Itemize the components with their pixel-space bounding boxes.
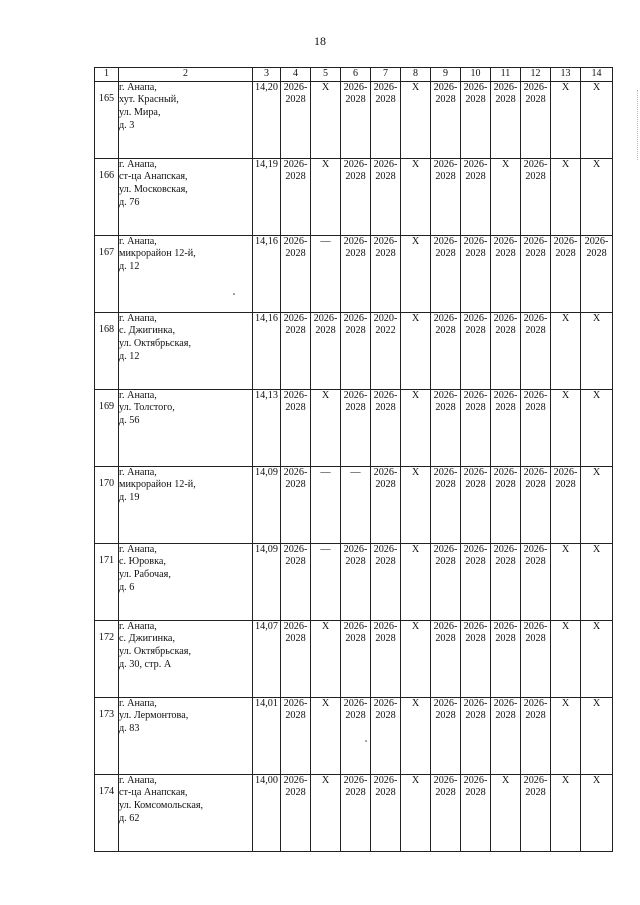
period-cell: 2026-2028 <box>521 389 551 466</box>
period-cell: 2026-2028 <box>461 774 491 851</box>
row-number-cell <box>95 543 119 620</box>
period-cell: 2026-2028 <box>281 774 311 851</box>
period-cell: X <box>401 389 431 466</box>
address-line: ул. Московская, <box>119 184 188 195</box>
address-line: д. 30, стр. А <box>119 658 172 670</box>
column-header: 4 <box>281 68 311 82</box>
address-cell <box>119 312 253 389</box>
period-cell: X <box>311 158 341 235</box>
period-cell: — <box>311 235 341 312</box>
column-header: 7 <box>371 68 401 82</box>
period-cell: 2026-2028 <box>491 235 521 312</box>
address-line: ул. Октябрьская, <box>119 646 191 657</box>
period-cell: — <box>311 466 341 543</box>
period-cell: X <box>581 697 613 774</box>
value-cell: 14,20 <box>253 81 281 158</box>
address-cell <box>119 620 253 697</box>
period-cell: 2026-2028 <box>281 158 311 235</box>
period-cell: 2026-2028 <box>461 312 491 389</box>
row-number: 170 <box>98 477 115 489</box>
period-cell: X <box>401 620 431 697</box>
table-row <box>95 543 613 620</box>
row-number: 167 <box>98 246 115 258</box>
period-cell: 2026-2028 <box>281 466 311 543</box>
period-cell: X <box>581 620 613 697</box>
column-header: 9 <box>431 68 461 82</box>
address-line: г. Анапа, <box>119 774 157 786</box>
address-line: ст-ца Анапская, <box>119 171 188 183</box>
period-cell: 2026-2028 <box>431 158 461 235</box>
table-row <box>95 620 613 697</box>
period-cell: 2026-2028 <box>431 543 461 620</box>
period-cell: X <box>551 543 581 620</box>
period-cell: X <box>311 620 341 697</box>
column-header: 11 <box>491 68 521 82</box>
period-cell: X <box>491 158 521 235</box>
address-line: с. Джигинка, <box>119 633 176 645</box>
period-cell: X <box>401 81 431 158</box>
column-header: 10 <box>461 68 491 82</box>
address-line: г. Анапа, <box>119 235 157 247</box>
row-number: 174 <box>98 785 115 797</box>
period-cell: 2026-2028 <box>491 466 521 543</box>
period-cell: 2026-2028 <box>521 774 551 851</box>
address-line: г. Анапа, <box>119 697 157 709</box>
period-cell: X <box>551 774 581 851</box>
table-row <box>95 774 613 851</box>
address-cell <box>119 235 253 312</box>
period-cell: 2026-2028 <box>371 466 401 543</box>
address-line: ул. Толстого, <box>119 402 175 414</box>
period-cell: 2026-2028 <box>491 389 521 466</box>
period-cell: 2026-2028 <box>431 466 461 543</box>
address-line: ст-ца Анапская, <box>119 787 188 799</box>
table-row <box>95 697 613 774</box>
period-cell: 2026-2028 <box>461 158 491 235</box>
column-header: 14 <box>581 68 613 82</box>
period-cell: X <box>581 158 613 235</box>
table-row <box>95 312 613 389</box>
address-line: д. 6 <box>119 581 135 593</box>
period-cell: 2026-2028 <box>581 235 613 312</box>
column-header: 6 <box>341 68 371 82</box>
period-cell: 2026-2028 <box>341 81 371 158</box>
period-cell: 2026-2028 <box>491 312 521 389</box>
address-cell <box>119 389 253 466</box>
address-line: микрорайон 12-й, <box>119 248 196 260</box>
row-number-cell <box>95 158 119 235</box>
row-number-cell <box>95 235 119 312</box>
address-line: ул. Октябрьская, <box>119 338 191 349</box>
period-cell: 2026-2028 <box>281 312 311 389</box>
period-cell: 2026-2028 <box>341 543 371 620</box>
period-cell: X <box>491 774 521 851</box>
period-cell: 2026-2028 <box>371 158 401 235</box>
table-row <box>95 158 613 235</box>
period-cell: 2026-2028 <box>371 697 401 774</box>
address-line: г. Анапа, <box>119 389 157 401</box>
period-cell: 2026-2028 <box>371 389 401 466</box>
period-cell: X <box>551 81 581 158</box>
period-cell: X <box>581 389 613 466</box>
address-line: г. Анапа, <box>119 158 157 170</box>
period-cell: 2026-2028 <box>431 235 461 312</box>
row-number-cell <box>95 312 119 389</box>
period-cell: 2026-2028 <box>371 774 401 851</box>
period-cell: 2026-2028 <box>461 389 491 466</box>
table-row <box>95 466 613 543</box>
period-cell: 2026-2028 <box>431 81 461 158</box>
address-line: г. Анапа, <box>119 543 157 555</box>
address-cell <box>119 697 253 774</box>
value-cell: 14,16 <box>253 312 281 389</box>
period-cell: 2026-2028 <box>521 543 551 620</box>
column-header: 8 <box>401 68 431 82</box>
period-cell: X <box>551 620 581 697</box>
address-line: г. Анапа, <box>119 466 157 478</box>
period-cell: 2026-2028 <box>431 389 461 466</box>
period-cell: 2026-2028 <box>431 620 461 697</box>
period-cell: 2026-2028 <box>431 312 461 389</box>
period-cell: 2026-2028 <box>341 389 371 466</box>
value-cell: 14,09 <box>253 466 281 543</box>
period-cell: 2020-2022 <box>371 312 401 389</box>
period-cell: X <box>311 697 341 774</box>
scan-speck <box>233 293 235 295</box>
row-number-cell <box>95 774 119 851</box>
period-cell: X <box>581 81 613 158</box>
period-cell: X <box>401 697 431 774</box>
page-number: 18 <box>314 34 326 48</box>
address-line: с. Джигинка, <box>119 325 176 337</box>
column-header: 13 <box>551 68 581 82</box>
period-cell: X <box>551 389 581 466</box>
row-number: 166 <box>98 169 115 181</box>
table-row <box>95 389 613 466</box>
column-header: 12 <box>521 68 551 82</box>
address-line: г. Анапа, <box>119 81 157 93</box>
period-cell: 2026-2028 <box>491 81 521 158</box>
period-cell: 2026-2028 <box>461 697 491 774</box>
period-cell: X <box>311 774 341 851</box>
period-cell: X <box>401 774 431 851</box>
period-cell: 2026-2028 <box>521 235 551 312</box>
address-line: д. 12 <box>119 261 140 272</box>
period-cell: 2026-2028 <box>341 312 371 389</box>
address-line: ул. Комсомольская, <box>119 800 204 811</box>
period-cell: — <box>311 543 341 620</box>
address-cell <box>119 543 253 620</box>
period-cell: 2026-2028 <box>311 312 341 389</box>
address-line: д. 62 <box>119 812 140 824</box>
period-cell: 2026-2028 <box>281 235 311 312</box>
column-header: 1 <box>95 68 119 82</box>
address-cell <box>119 81 253 158</box>
period-cell: 2026-2028 <box>551 235 581 312</box>
row-number: 165 <box>98 92 115 104</box>
value-cell: 14,16 <box>253 235 281 312</box>
address-line: хут. Красный, <box>119 94 179 106</box>
period-cell: X <box>551 312 581 389</box>
address-line: д. 19 <box>119 492 140 503</box>
row-number: 168 <box>98 323 115 335</box>
value-cell: 14,07 <box>253 620 281 697</box>
row-number: 173 <box>98 708 115 720</box>
table-row <box>95 235 613 312</box>
period-cell: X <box>401 235 431 312</box>
value-cell: 14,01 <box>253 697 281 774</box>
row-number-cell <box>95 466 119 543</box>
row-number-cell <box>95 389 119 466</box>
period-cell: 2026-2028 <box>521 158 551 235</box>
period-cell: X <box>311 81 341 158</box>
period-cell: 2026-2028 <box>521 697 551 774</box>
period-cell: 2026-2028 <box>461 466 491 543</box>
period-cell: X <box>581 543 613 620</box>
row-number-cell <box>95 81 119 158</box>
table-row <box>95 81 613 158</box>
period-cell: 2026-2028 <box>491 697 521 774</box>
address-line: ул. Рабочая, <box>119 569 171 580</box>
address-line: ул. Лермонтова, <box>119 710 189 722</box>
period-cell: 2026-2028 <box>461 235 491 312</box>
address-line: с. Юровка, <box>119 556 166 568</box>
period-cell: — <box>341 466 371 543</box>
row-number: 169 <box>98 400 115 412</box>
period-cell: 2026-2028 <box>341 620 371 697</box>
value-cell: 14,13 <box>253 389 281 466</box>
row-number-cell <box>95 697 119 774</box>
value-cell: 14,00 <box>253 774 281 851</box>
row-number: 172 <box>98 631 115 643</box>
period-cell: 2026-2028 <box>521 620 551 697</box>
period-cell: X <box>551 697 581 774</box>
period-cell: 2026-2028 <box>521 312 551 389</box>
period-cell: 2026-2028 <box>281 620 311 697</box>
address-line: микрорайон 12-й, <box>119 479 196 491</box>
address-line: д. 3 <box>119 119 135 131</box>
period-cell: 2026-2028 <box>341 158 371 235</box>
address-line: г. Анапа, <box>119 312 157 324</box>
period-cell: 2026-2028 <box>461 81 491 158</box>
value-cell: 14,19 <box>253 158 281 235</box>
period-cell: 2026-2028 <box>521 81 551 158</box>
period-cell: 2026-2028 <box>371 235 401 312</box>
period-cell: X <box>581 774 613 851</box>
period-cell: 2026-2028 <box>281 81 311 158</box>
period-cell: 2026-2028 <box>281 389 311 466</box>
period-cell: X <box>401 466 431 543</box>
column-header: 5 <box>311 68 341 82</box>
period-cell: 2026-2028 <box>431 697 461 774</box>
table-body <box>95 81 613 851</box>
period-cell: X <box>401 543 431 620</box>
period-cell: 2026-2028 <box>521 466 551 543</box>
period-cell: 2026-2028 <box>281 543 311 620</box>
row-number: 171 <box>98 554 115 566</box>
address-line: ул. Мира, <box>119 107 161 118</box>
address-line: д. 76 <box>119 196 140 208</box>
period-cell: 2026-2028 <box>371 620 401 697</box>
column-header: 3 <box>253 68 281 82</box>
period-cell: 2026-2028 <box>341 697 371 774</box>
address-line: г. Анапа, <box>119 620 157 632</box>
period-cell: 2026-2028 <box>491 620 521 697</box>
period-cell: 2026-2028 <box>341 774 371 851</box>
period-cell: 2026-2028 <box>281 697 311 774</box>
column-header: 2 <box>119 68 253 82</box>
period-cell: 2026-2028 <box>371 81 401 158</box>
period-cell: 2026-2028 <box>491 543 521 620</box>
period-cell: 2026-2028 <box>461 620 491 697</box>
address-cell <box>119 466 253 543</box>
period-cell: 2026-2028 <box>551 466 581 543</box>
period-cell: X <box>551 158 581 235</box>
address-line: д. 12 <box>119 350 140 362</box>
period-cell: X <box>401 312 431 389</box>
scan-speck <box>365 740 367 742</box>
period-cell: X <box>581 312 613 389</box>
row-number-cell <box>95 620 119 697</box>
period-cell: X <box>401 158 431 235</box>
header-row <box>95 68 613 82</box>
period-cell: 2026-2028 <box>341 235 371 312</box>
housing-register-table <box>94 67 613 852</box>
value-cell: 14,09 <box>253 543 281 620</box>
period-cell: X <box>311 389 341 466</box>
period-cell: 2026-2028 <box>461 543 491 620</box>
scan-edge-mark <box>635 90 638 160</box>
address-line: д. 56 <box>119 415 140 426</box>
address-cell <box>119 774 253 851</box>
period-cell: X <box>581 466 613 543</box>
period-cell: 2026-2028 <box>431 774 461 851</box>
address-cell <box>119 158 253 235</box>
period-cell: 2026-2028 <box>371 543 401 620</box>
address-line: д. 83 <box>119 723 140 734</box>
